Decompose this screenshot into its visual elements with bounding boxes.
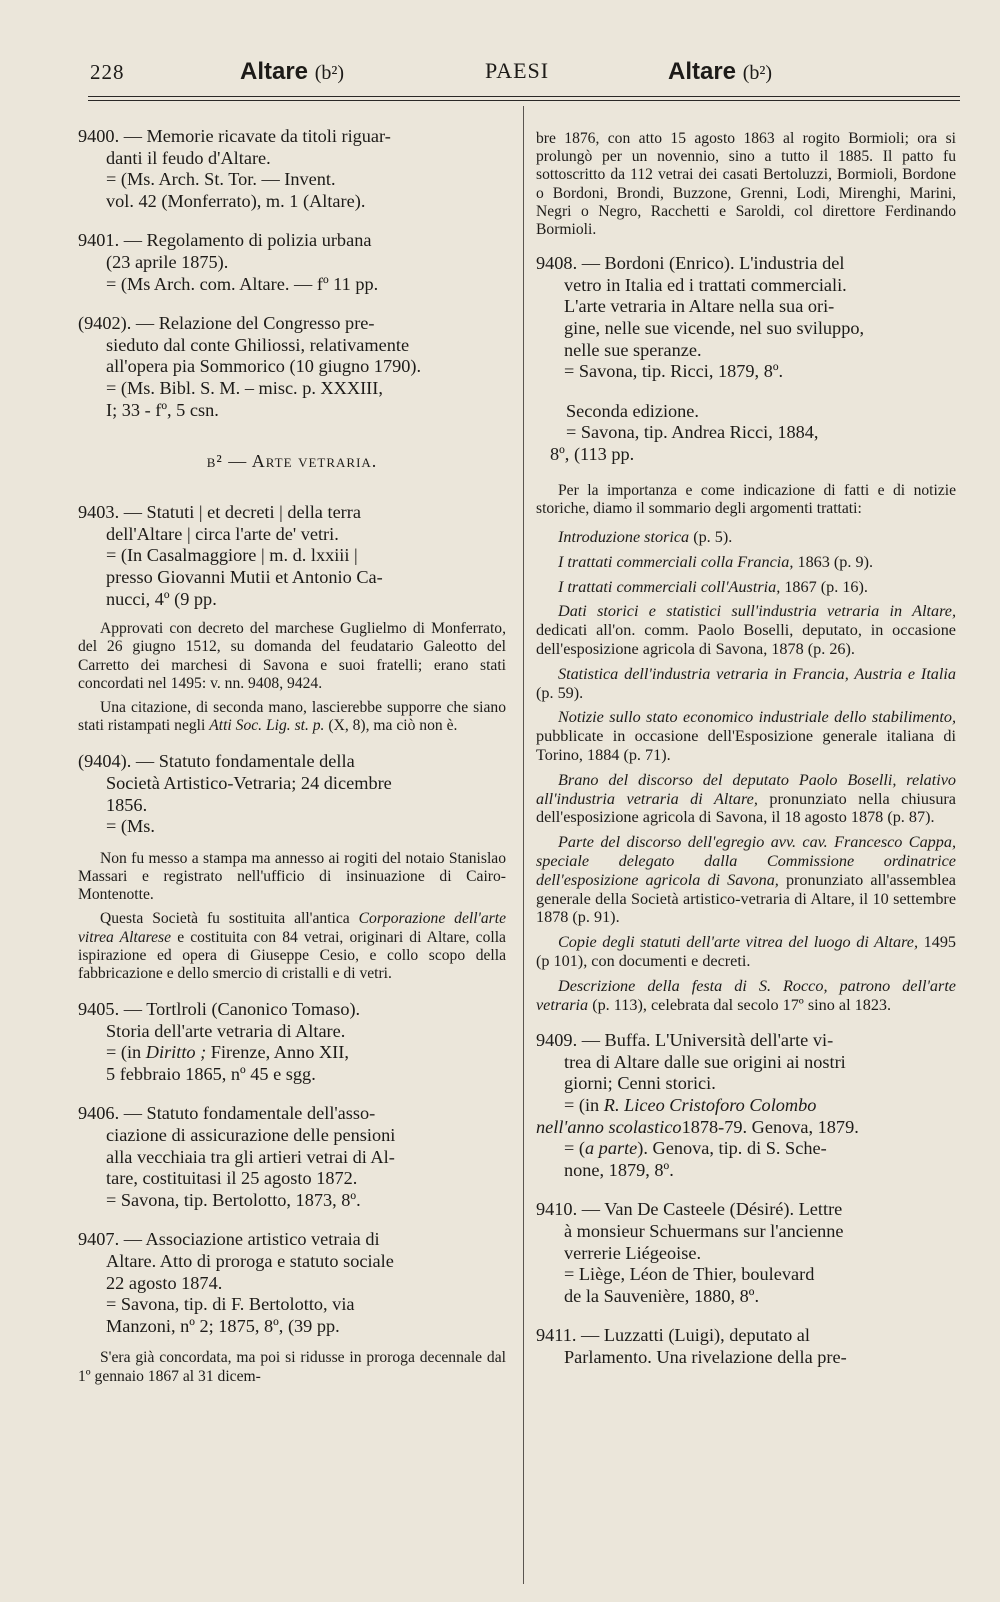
header-title-left-text: Altare [240, 58, 309, 85]
summary-item [536, 528, 956, 547]
header-title-right-text: Altare [668, 58, 737, 85]
entry-line: sieduto dal conte Ghiliossi, relativamente [106, 334, 410, 355]
item-text: dedicati all'on. comm. Paolo Boselli, deputato, in occasione dell'esposizione agricola di Savona, 1878 (p. 26). [536, 621, 956, 658]
entry-line: = (Ms. [106, 816, 155, 837]
entry-9406 [78, 1103, 506, 1211]
entry-line: = Savona, tip. di F. Bertolotto, via [106, 1294, 355, 1315]
entry-italic: R. Liceo Cristoforo Colombo [603, 1095, 817, 1116]
item-text: 1495 (p 101), con documenti e decreti. [536, 933, 956, 970]
summary-item [536, 602, 956, 658]
item-text: 1867 (p. 16). [784, 577, 868, 596]
item-italic: I trattati commerciali colla Francia, [558, 552, 794, 571]
entry-line: Parlamento. Una rivelazione della pre- [564, 1347, 847, 1368]
entry-line: = Savona, tip. Bertolotto, 1873, 8º. [106, 1189, 361, 1210]
item-italic: Copie degli statuti dell'arte vitrea del luogo di Altare, [558, 933, 919, 952]
entry-line: presso Giovanni Mutii et Antonio Ca- [106, 566, 383, 587]
entry-line: all'opera pia Sommorico (10 giugno 1790). [106, 356, 422, 377]
note-9407-continued: bre 1876, con atto 15 agosto 1863 al rogito Bormioli; ora si prolungò per un novennio, sino a tutto il 1885. Il patto fu sottoscritto da 112 vetrai dei casati Bertoluzzi, Bormioli, Bordone o Bordoni, Brondi, Buzzone, Grenni, Lodi, Mirenghi, Marini, Negri o Negro, Racchetti e Saroldi, col direttore Ferdinando Bormioli. [536, 130, 956, 239]
entry-line: 9405. — Tortlroli (Canonico Tomaso). [78, 999, 361, 1020]
note-9407: S'era già concordata, ma poi si ridusse in proroga decennale dal 1º gennaio 1867 al 31 dicem- [78, 1349, 506, 1385]
note-9408: Per la importanza e come indicazione di fatti e di notizie storiche, diamo il sommario degli argomenti trattati: [536, 481, 956, 517]
entry-line [78, 1042, 506, 1064]
summary-item [536, 977, 956, 1015]
summary-item [536, 833, 956, 927]
note-9404-b [78, 910, 506, 983]
item-text: (p. 5). [693, 527, 733, 546]
running-header [85, 54, 960, 94]
entry-9411 [536, 1325, 956, 1368]
entry-line: Manzoni, nº 2; 1875, 8º, (39 pp. [106, 1315, 340, 1336]
note-9403-a: Approvati con decreto del marchese Guglielmo di Monferrato, del 26 giugno 1512, su domanda del feudatario Galeotto del Carretto dei marchesi di Savona e suoi fratelli; erano stati concordati nel 1495: v. nn. 9408, 9424. [78, 620, 506, 692]
entry-italic: nell'anno scolastico [536, 1116, 682, 1137]
entry-text: = (in [564, 1095, 600, 1116]
note-text: e costituita con 84 vetrai, originari di Altare, colla ispirazione ed opera di Giuseppe Cesio, e collo scopo della fabbricazione e dello smercio di cristalli e di vetri. [78, 928, 506, 982]
entry-line: Storia dell'arte vetraria di Altare. [106, 1020, 346, 1041]
entry-line [536, 1095, 956, 1117]
entry-line: 5 febbraio 1865, nº 45 e sgg. [106, 1063, 316, 1084]
item-italic: I trattati commerciali coll'Austria, [558, 577, 781, 596]
entry-line: nelle sue speranze. [564, 339, 702, 360]
header-sup-right: (b²) [742, 62, 773, 84]
note-italic: Atti Soc. Lig. st. p. [209, 717, 325, 735]
entry-line: vol. 42 (Monferrato), m. 1 (Altare). [106, 190, 366, 211]
entry-text: 1878-79. Genova, 1879. [681, 1116, 859, 1137]
item-text: pronunziato all'assemblea generale della Società artistico-vetraria di Altare, il 10 settembre 1878 (p. 91). [536, 870, 956, 927]
entry-line: (23 aprile 1875). [106, 251, 229, 272]
entry-line: 9410. — Van De Casteele (Désiré). Lettre [536, 1199, 843, 1220]
entry-line: 9406. — Statuto fondamentale dell'asso- [78, 1103, 376, 1124]
entry-line [536, 1117, 956, 1139]
entry-line: = (Ms. Arch. St. Tor. — Invent. [106, 169, 336, 190]
item-italic: Descrizione della festa di S. Rocco, patrono dell'arte vetraria [536, 976, 956, 1014]
page-number: 228 [90, 60, 125, 84]
entry-9400 [78, 126, 506, 212]
edition-line: = Savona, tip. Andrea Ricci, 1884, [566, 422, 819, 443]
entry-line: dell'Altare | circa l'arte de' vetri. [106, 523, 339, 544]
entry-line: 9411. — Luzzatti (Luigi), deputato al [536, 1325, 810, 1346]
entry-9404 [78, 751, 506, 837]
entry-text: ). Genova, tip. di S. Sche- [637, 1138, 827, 1159]
item-text: pronunziato nella chiusura dell'esposizione agricola di Savona, il 18 agosto 1878 (p. 87). [536, 789, 956, 827]
entry-line: gine, nelle sue vicende, nel suo sviluppo, [564, 318, 865, 338]
item-italic: Statistica dell'industria vetraria in Francia, Austria e Italia [558, 664, 956, 683]
entry-line: nucci, 4º (9 pp. [106, 588, 217, 609]
entry-9407 [78, 1229, 506, 1337]
item-italic: Parte del discorso dell'egregio avv. cav. Francesco Cappa, speciale delegato dalla Commissione ordinatrice dell'esposizione agricola di Savona, [536, 833, 956, 889]
summary-item [536, 708, 956, 764]
entry-text: Firenze, Anno XII, [210, 1042, 349, 1063]
column-divider [523, 106, 524, 1584]
entry-line: de la Sauvenière, 1880, 8º. [564, 1285, 760, 1306]
entry-line: 9409. — Buffa. L'Università dell'arte vi- [536, 1030, 834, 1051]
item-text: (p. 113), celebrata dal secolo 17º sino al 1823. [592, 995, 892, 1014]
entry-line: 9407. — Associazione artistico vetraia di [78, 1229, 380, 1250]
item-text: pubblicate in occasione dell'Esposizione generale italiana di Torino, 1884 (p. 71). [536, 727, 956, 764]
section-subheading: b² — Arte vetraria. [206, 451, 378, 472]
entry-line: I; 33 - fº, 5 csn. [106, 399, 219, 420]
summary-item [536, 553, 956, 572]
entry-line: none, 1879, 8º. [564, 1159, 674, 1180]
summary-item [536, 771, 956, 827]
entry-line: = (Ms Arch. com. Altare. — fº 11 pp. [106, 273, 379, 294]
entry-9408 [536, 253, 956, 383]
entry-line: L'arte vetraria in Altare nella sua ori- [564, 296, 835, 317]
entry-9409 [536, 1030, 956, 1181]
entry-line: = (Ms. Bibl. S. M. – misc. p. XXXIII, [106, 377, 383, 398]
item-italic: Brano del discorso del deputato Paolo Boselli, relativo all'industria vetraria di Altare, [536, 770, 956, 808]
header-sup-left: (b²) [314, 62, 345, 84]
entry-italic: a parte [584, 1138, 638, 1159]
entry-line: (9402). — Relazione del Congresso pre- [78, 313, 375, 334]
item-text: (p. 59). [536, 683, 584, 702]
entry-9402 [78, 313, 506, 421]
summary-item [536, 665, 956, 703]
header-rule-top [88, 96, 960, 97]
entry-line: 9400. — Memorie ricavate da titoli riguar- [78, 126, 391, 146]
entry-line: = Liège, Léon de Thier, boulevard [564, 1264, 815, 1285]
entry-line: Società Artistico-Vetraria; 24 dicembre [106, 772, 392, 793]
entry-9405 [78, 999, 506, 1085]
header-title-left [240, 58, 344, 86]
entry-line: 9408. — Bordoni (Enrico). L'industria del [536, 253, 845, 274]
entry-line: = (In Casalmaggiore | m. d. lxxiii | [106, 545, 358, 566]
entry-line: alla vecchiaia tra gli artieri vetrai di Al- [106, 1146, 395, 1167]
item-text: 1863 (p. 9). [797, 552, 874, 571]
entry-text: = ( [564, 1138, 585, 1159]
edition-line: Seconda edizione. [566, 400, 699, 421]
header-title-right [668, 58, 772, 86]
entry-italic: Diritto ; [145, 1042, 207, 1063]
entry-line: verrerie Liégeoise. [564, 1242, 702, 1263]
left-column [78, 126, 506, 1392]
header-rule-bottom [88, 100, 960, 101]
entry-line: giorni; Cenni storici. [564, 1073, 716, 1094]
note-text: Questa Società fu sostituita all'antica [100, 910, 350, 928]
entry-line: = Savona, tip. Ricci, 1879, 8º. [564, 361, 784, 382]
note-9404-a: Non fu messo a stampa ma annesso ai rogiti del notaio Stanislao Massari e registrato nell'ufficio di insinuazione di Cairo-Montenotte. [78, 849, 506, 904]
note-text: Una citazione, di seconda mano, lascierebbe supporre che siano stati ristampati negli [78, 698, 506, 735]
entry-text: = (in [106, 1042, 142, 1063]
entry-line: trea di Altare dalle sue origini ai nostri [564, 1051, 846, 1072]
summary-item [536, 933, 956, 971]
note-italic: Corporazione dell'arte vitrea Altarese [78, 910, 506, 946]
entry-line: 9403. — Statuti | et decreti | della terra [78, 502, 361, 523]
entry-line: ciazione di assicurazione delle pensioni [106, 1125, 396, 1146]
note-text: (X, 8), ma ciò non è. [328, 717, 458, 735]
entry-line [536, 1138, 956, 1160]
edition-line: 8º, (113 pp. [550, 443, 635, 464]
entry-line: 22 agosto 1874. [106, 1272, 223, 1293]
entry-line: tare, costituitasi il 25 agosto 1872. [106, 1168, 358, 1189]
right-column [536, 130, 956, 1387]
entry-9401 [78, 230, 506, 295]
entry-line: 1856. [106, 794, 148, 815]
entry-line: danti il feudo d'Altare. [106, 147, 271, 168]
entry-line: à monsieur Schuermans sur l'ancienne [564, 1221, 844, 1242]
item-italic: Notizie sullo stato economico industriale dello stabilimento, [558, 708, 956, 727]
entry-line: 9401. — Regolamento di polizia urbana [78, 230, 372, 251]
entry-line: Altare. Atto di proroga e statuto sociale [106, 1251, 394, 1272]
second-edition [536, 401, 956, 466]
note-9403-b [78, 699, 506, 735]
header-section: PAESI [485, 58, 550, 83]
summary-list [536, 528, 956, 1014]
entry-line: (9404). — Statuto fondamentale della [78, 751, 355, 772]
entry-line: vetro in Italia ed i trattati commerciali. [564, 274, 847, 295]
item-italic: Dati storici e statistici sull'industria vetraria in Altare, [558, 602, 956, 621]
item-italic: Introduzione storica [558, 527, 690, 546]
entry-9410 [536, 1199, 956, 1307]
summary-item [536, 578, 956, 597]
entry-9403 [78, 502, 506, 610]
